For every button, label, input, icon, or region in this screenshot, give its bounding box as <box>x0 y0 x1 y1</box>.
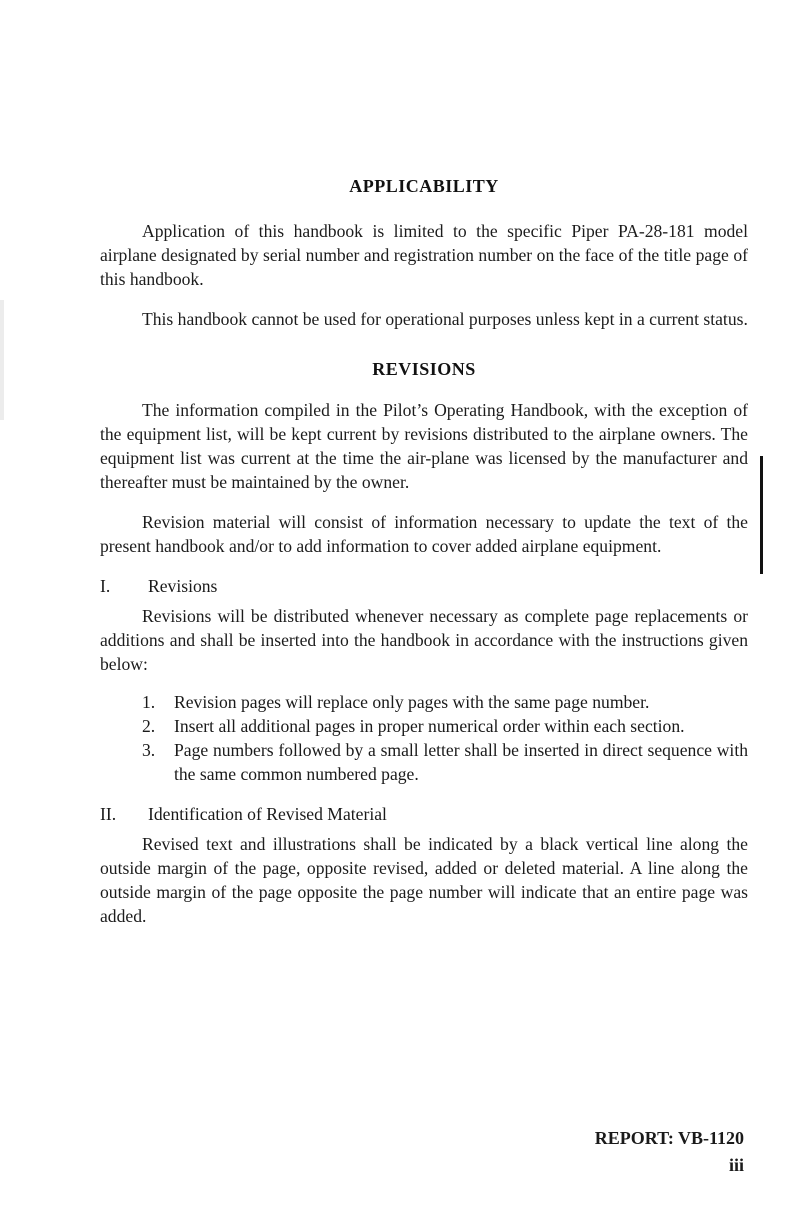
revisions-paragraph-1: The information compiled in the Pilot’s Operating Handbook, with the exception of the equipment list, will be kept current by revisions distributed to the airplane owners. The equipment list was current at the time the air-plane was licensed by the manufacturer and thereafter must be maintained by the owner. <box>100 400 748 492</box>
section-2-title: Identification of Revised Material <box>148 804 387 824</box>
list-item-text: Insert all additional pages in proper numerical order within each section. <box>174 716 685 736</box>
applicability-heading: APPLICABILITY <box>349 176 499 196</box>
list-item <box>142 714 748 738</box>
section-1-number: I. <box>100 576 111 596</box>
section-2-paragraph: Revised text and illustrations shall be indicated by a black vertical line along the outside margin of the page, opposite revised, added or deleted material. A line along the outside margin of the page opposite the page number will indicate that an entire page was added. <box>100 834 748 926</box>
revisions-paragraph-2: Revision material will consist of information necessary to update the text of the present handbook and/or to add information to cover added airplane equipment. <box>100 512 748 556</box>
revision-instructions-list <box>142 690 748 786</box>
applicability-paragraph-2: This handbook cannot be used for operational purposes unless kept in a current status. <box>142 309 748 329</box>
section-1-paragraph: Revisions will be distributed whenever necessary as complete page replacements or additions and shall be inserted into the handbook in accordance with the instructions given below: <box>100 606 748 674</box>
list-item <box>142 738 748 786</box>
page-footer <box>595 1124 744 1178</box>
list-item-number: 2. <box>142 716 156 736</box>
revisions-heading: REVISIONS <box>372 359 476 379</box>
section-2-heading <box>100 802 748 826</box>
section-2-number: II. <box>100 804 117 824</box>
section-1-title: Revisions <box>148 576 218 596</box>
report-number: REPORT: VB-1120 <box>594 1128 744 1148</box>
page-content <box>100 176 748 928</box>
list-item <box>142 690 748 714</box>
list-item-text: Page numbers followed by a small letter shall be inserted in direct sequence with the same common numbered page. <box>174 740 748 784</box>
revision-change-bar <box>760 456 763 574</box>
scan-edge-shadow <box>0 300 4 420</box>
list-item-number: 1. <box>142 692 156 712</box>
section-1-heading <box>100 574 748 598</box>
applicability-paragraph-1: Application of this handbook is limited to the specific Piper PA-28-181 model airplane designated by serial number and registration number on the face of the title page of this handbook. <box>100 221 748 289</box>
page-number: iii <box>728 1155 744 1175</box>
list-item-text: Revision pages will replace only pages with the same page number. <box>174 692 650 712</box>
list-item-number: 3. <box>142 740 156 760</box>
